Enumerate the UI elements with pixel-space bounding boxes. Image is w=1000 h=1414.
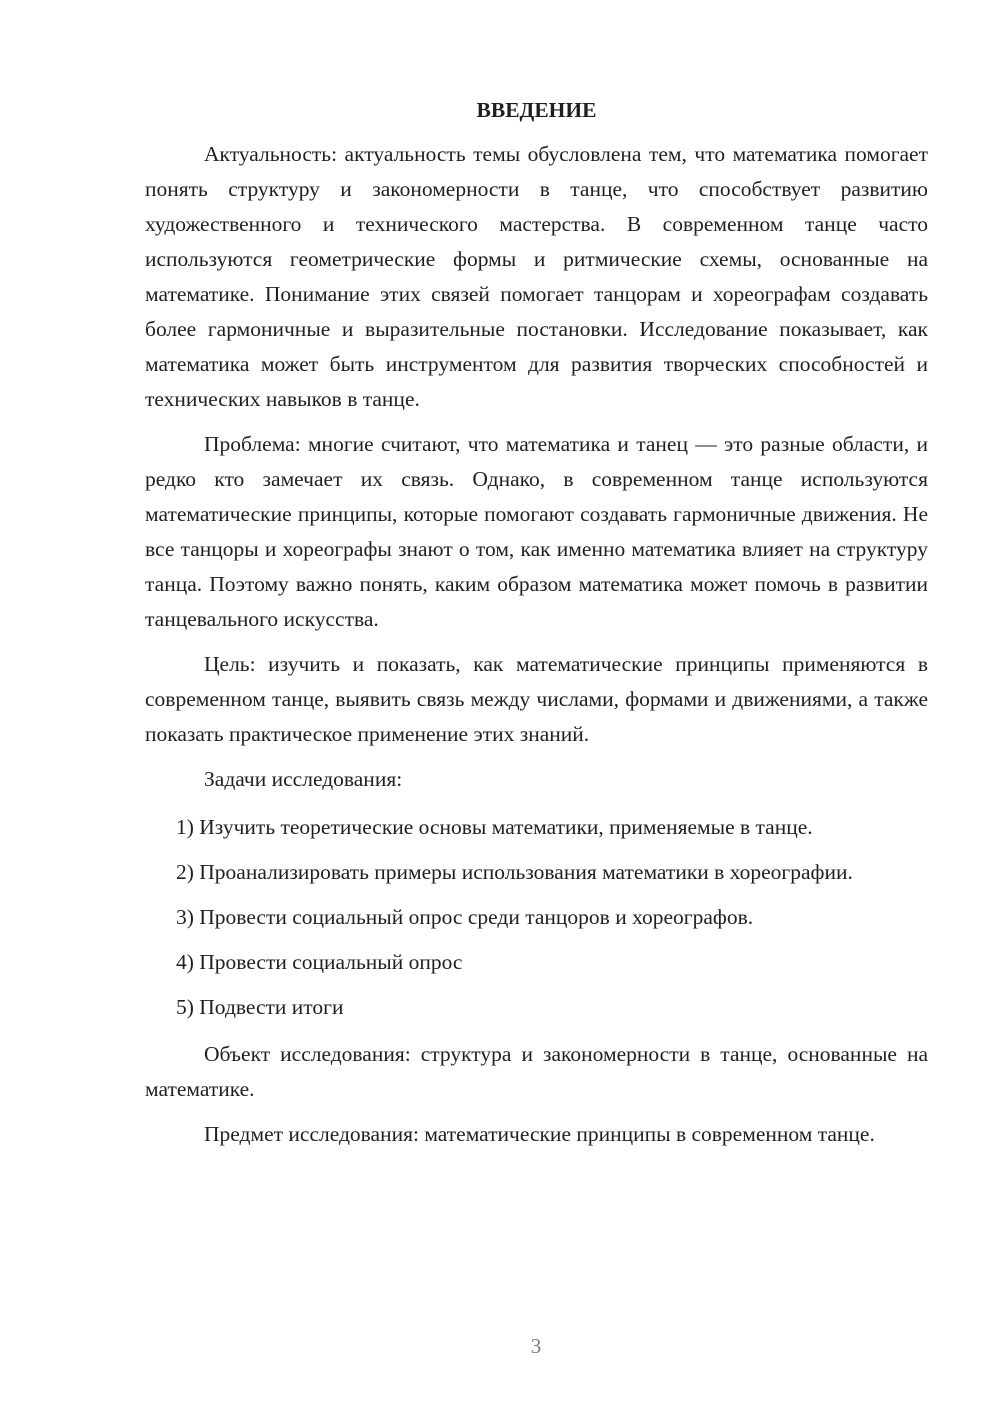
paragraph-object: Объект исследования: структура и закономерности в танце, основанные на математике.: [145, 1042, 928, 1101]
list-item-task-3: 3) Провести социальный опрос среди танцоров и хореографов.: [176, 905, 754, 929]
paragraph-goal: Цель: изучить и показать, как математические принципы применяются в современном танце, выявить связь между числами, формами и движениями, а также показать практическое применение этих знаний.: [145, 652, 928, 746]
paragraph-subject: Предмет исследования: математические принципы в современном танце.: [204, 1122, 875, 1146]
page-body: [145, 96, 928, 1162]
list-item-task-4: 4) Провести социальный опрос: [176, 950, 463, 974]
tasks-heading: Задачи исследования:: [204, 767, 403, 791]
paragraph-problem: Проблема: многие считают, что математика и танец — это разные области, и редко кто замечает их связь. Однако, в современном танце используются математические принципы, которые помогают создавать гармоничные движения. Не все танцоры и хореографы знают о том, как именно математика влияет на структуру танца. Поэтому важно понять, каким образом математика может помочь в развитии танцевального искусства.: [145, 432, 928, 631]
list-item-task-5: 5) Подвести итоги: [176, 995, 344, 1019]
page-number: 3: [530, 1334, 542, 1358]
list-item-task-2: 2) Проанализировать примеры использования математики в хореографии.: [176, 860, 853, 884]
section-title: ВВЕДЕНИЕ: [476, 98, 597, 122]
list-item-task-1: 1) Изучить теоретические основы математики, применяемые в танце.: [176, 815, 813, 839]
paragraph-relevance: Актуальность: актуальность темы обусловлена тем, что математика помогает понять структуру и закономерности в танце, что способствует развитию художественного и технического мастерства. В современном танце часто используются геометрические формы и ритмические схемы, основанные на математике. Понимание этих связей помогает танцорам и хореографам создавать более гармоничные и выразительные постановки. Исследование показывает, как математика может быть инструментом для развития творческих способностей и технических навыков в танце.: [145, 142, 928, 411]
